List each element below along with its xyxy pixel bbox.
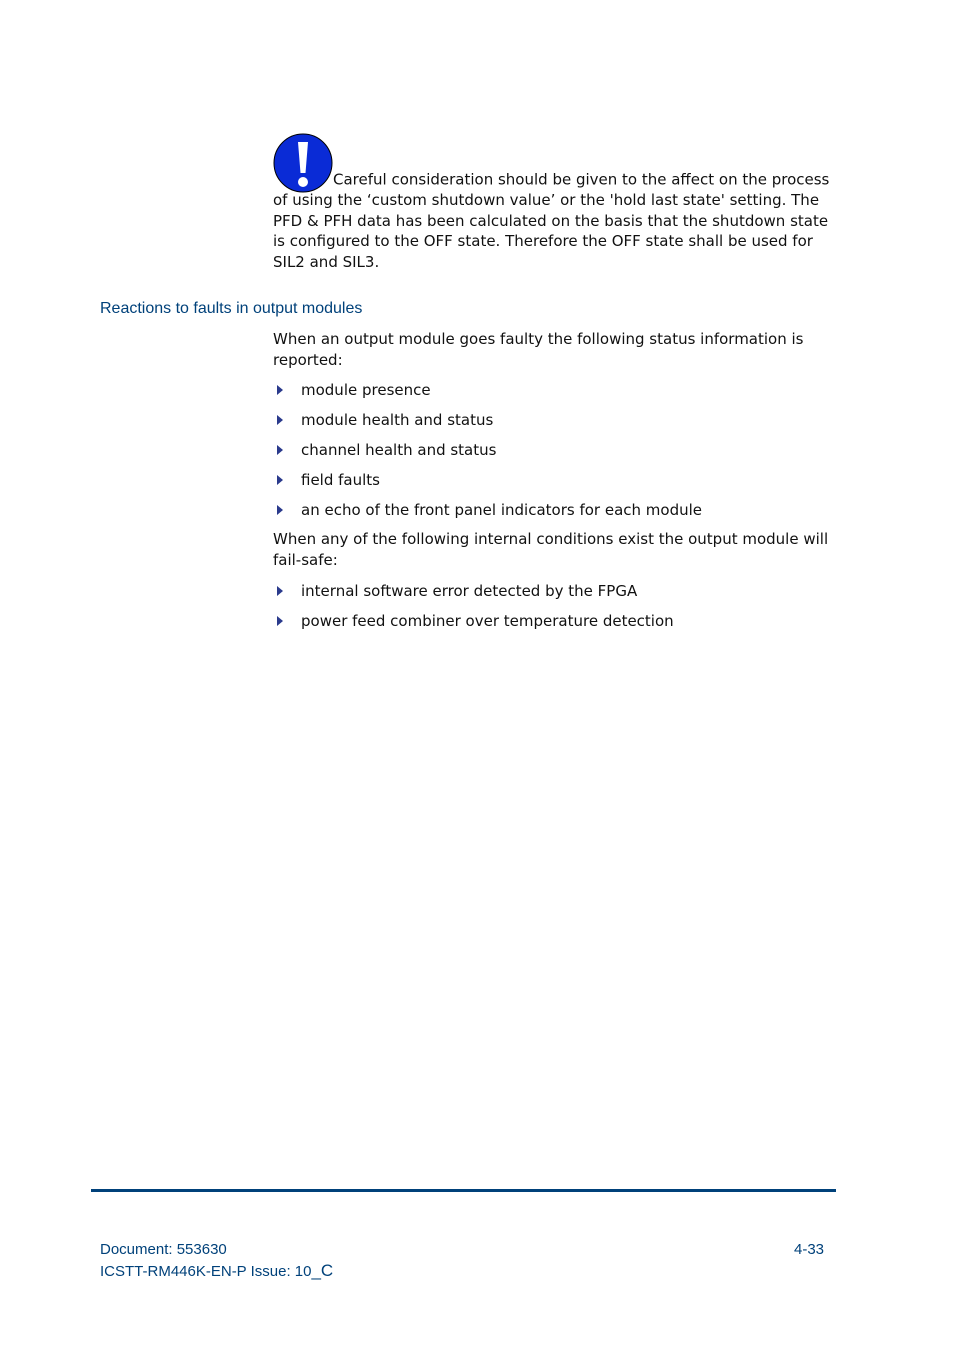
list-item [273, 581, 637, 601]
list-item-text: an echo of the front panel indicators for each module [301, 500, 703, 519]
footer-issue-prefix: ICSTT-RM446K-EN-P Issue: 10 [100, 1263, 312, 1280]
triangle-bullet-icon [273, 380, 301, 400]
footer-issue-suffix: _C [311, 1261, 334, 1280]
triangle-bullet-icon [273, 410, 301, 430]
footer-document-number: Document: 553630 [100, 1241, 227, 1258]
failsafe-paragraph: When any of the following internal conditions exist the output module will fail-safe: [273, 530, 829, 569]
list-item [273, 440, 496, 460]
footer-issue [100, 1261, 333, 1282]
footer-rule [91, 1189, 836, 1192]
triangle-bullet-icon [273, 470, 301, 490]
list-item-text: module presence [301, 380, 431, 399]
list-item [273, 470, 380, 490]
list-item-text: channel health and status [301, 440, 497, 459]
intro-paragraph: When an output module goes faulty the following status information is reported: [273, 330, 804, 369]
list-item [273, 611, 674, 631]
triangle-bullet-icon [273, 611, 301, 631]
list-item-text: internal software error detected by the FPGA [301, 581, 638, 600]
caution-note [273, 133, 833, 272]
triangle-bullet-icon [273, 500, 301, 520]
list-item [273, 500, 702, 520]
exclamation-icon [273, 133, 333, 193]
list-item-text: power feed combiner over temperature detection [301, 611, 674, 630]
section-heading: Reactions to faults in output modules [100, 300, 363, 317]
list-item-text: field faults [301, 470, 380, 489]
page-number: 4-33 [794, 1241, 825, 1258]
note-text: Careful consideration should be given to the affect on the process of using the ‘custom shutdown value’ or the 'hold last state' setting. The PFD & PFH data has been calculated on the basis that the shutdown state is configured to the OFF state. Therefore the OFF state shall be used for SIL2 and SIL3. [273, 170, 830, 271]
triangle-bullet-icon [273, 581, 301, 601]
triangle-bullet-icon [273, 440, 301, 460]
list-item-text: module health and status [301, 410, 494, 429]
list-item [273, 380, 431, 400]
list-item [273, 410, 493, 430]
